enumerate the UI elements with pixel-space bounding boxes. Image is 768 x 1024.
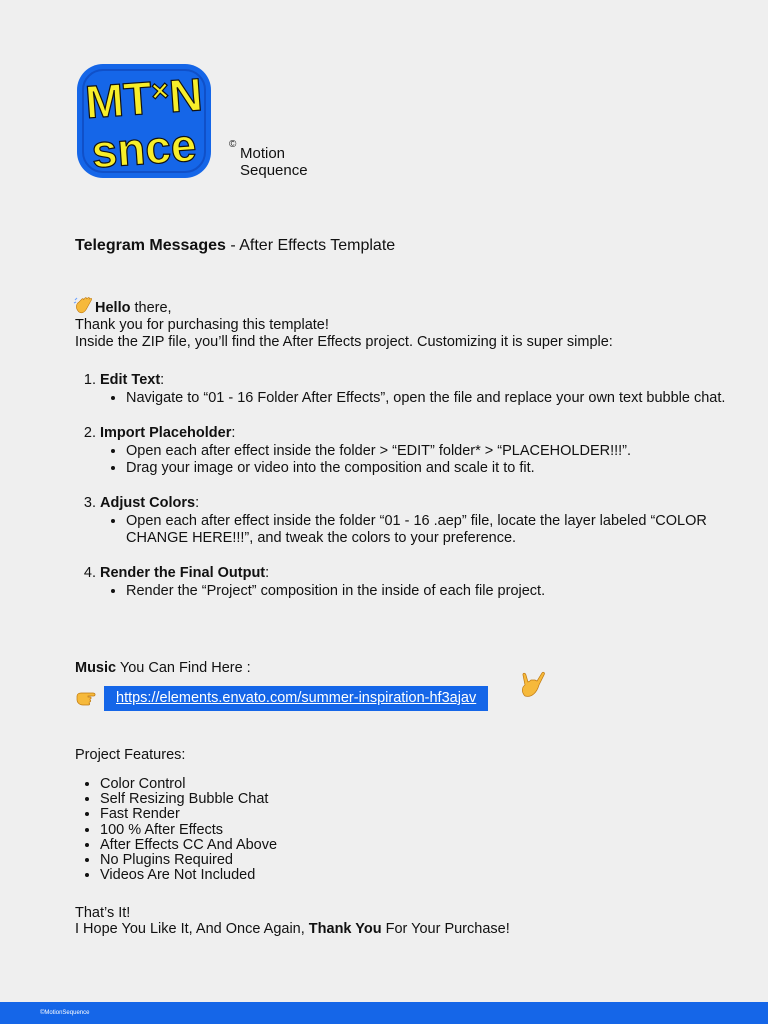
intro — [75, 296, 715, 351]
intro-line-3: Inside the ZIP file, you’ll find the After Effects project. Customizing it is super simple: — [75, 334, 613, 350]
steps-list — [75, 372, 740, 618]
brand-line-2: Sequence — [240, 162, 308, 179]
outro-line-2 — [75, 921, 510, 937]
step-title: Adjust Colors — [100, 495, 196, 511]
step-title: Edit Text — [100, 372, 161, 388]
document-title — [75, 236, 395, 256]
features-list — [75, 777, 277, 883]
hello-rest: there, — [130, 300, 172, 316]
copyright-symbol: © — [229, 139, 237, 150]
feature-item: • Color Control — [100, 777, 277, 792]
hello-bold: Hello — [95, 300, 131, 316]
step-bullet: • Navigate to “01 - 16 Folder After Effects”, open the file and replace your own text bubble chat. — [126, 390, 740, 407]
title-rest: - After Effects Template — [225, 237, 396, 254]
step-item: 2. Import Placeholder: • Open each after effect inside the folder > “EDIT” folder* > “PLACEHOLDER!!!”. • Drag your image or video into the composition and scale it to fit. — [100, 425, 740, 477]
feature-item: • Self Resizing Bubble Chat — [100, 792, 277, 807]
waving-hand-icon — [73, 296, 95, 314]
step-item: 1. Edit Text: • Navigate to “01 - 16 Folder After Effects”, open the file and replace your own text bubble chat. — [100, 372, 740, 407]
title-bold: Telegram Messages — [75, 237, 226, 254]
step-bullet: • Render the “Project” composition in the inside of each file project. — [126, 583, 740, 600]
outro-line-1: That’s It! — [75, 905, 131, 921]
pointing-hand-icon — [75, 688, 99, 708]
step-item: 4. Render the Final Output: • Render the “Project” composition in the inside of each file project. — [100, 565, 740, 600]
feature-item: • No Plugins Required — [100, 853, 277, 868]
feature-item: • Videos Are Not Included — [100, 868, 277, 883]
step-item: 3. Adjust Colors: • Open each after effect inside the folder “01 - 16 .aep” file, locate the layer labeled “COLOR CHANGE HERE!!!”, and tweak the colors to your preference. — [100, 495, 740, 547]
step-title: Import Placeholder — [100, 425, 232, 441]
feature-item: • Fast Render — [100, 807, 277, 822]
outro-pre: I Hope You Like It, And Once Again, — [75, 921, 309, 937]
sign-of-horns-icon — [517, 670, 549, 698]
step-title: Render the Final Output — [100, 565, 266, 581]
music-bold: Music — [75, 660, 117, 676]
music-rest: You Can Find Here : — [116, 660, 251, 676]
step-bullet: • Drag your image or video into the composition and scale it to fit. — [126, 460, 740, 477]
music-link[interactable]: https://elements.envato.com/summer-inspiration-hf3ajav — [104, 686, 488, 711]
step-bullet: • Open each after effect inside the folder “01 - 16 .aep” file, locate the layer labeled “COLOR CHANGE HERE!!!”, and tweak the colors to your preference. — [126, 513, 740, 547]
outro — [75, 905, 510, 937]
brand-line-1: Motion — [240, 145, 286, 162]
footer-bar — [0, 1002, 768, 1024]
feature-item: • 100 % After Effects — [100, 823, 277, 838]
music-label — [75, 660, 251, 677]
step-bullet: • Open each after effect inside the folder > “EDIT” folder* > “PLACEHOLDER!!!”. — [126, 443, 740, 460]
thank-you-bold: Thank You — [308, 921, 382, 937]
svg-text:MT×N: MT×N — [83, 68, 205, 129]
footer-text: ©MotionSequence — [40, 1010, 90, 1016]
intro-line-2: Thank you for purchasing this template! — [75, 317, 329, 333]
motion-sequence-logo — [75, 60, 215, 182]
outro-post: For Your Purchase! — [381, 921, 510, 937]
svg-text:snce: snce — [89, 118, 198, 178]
feature-item: • After Effects CC And Above — [100, 838, 277, 853]
features-heading: Project Features: — [75, 747, 186, 763]
